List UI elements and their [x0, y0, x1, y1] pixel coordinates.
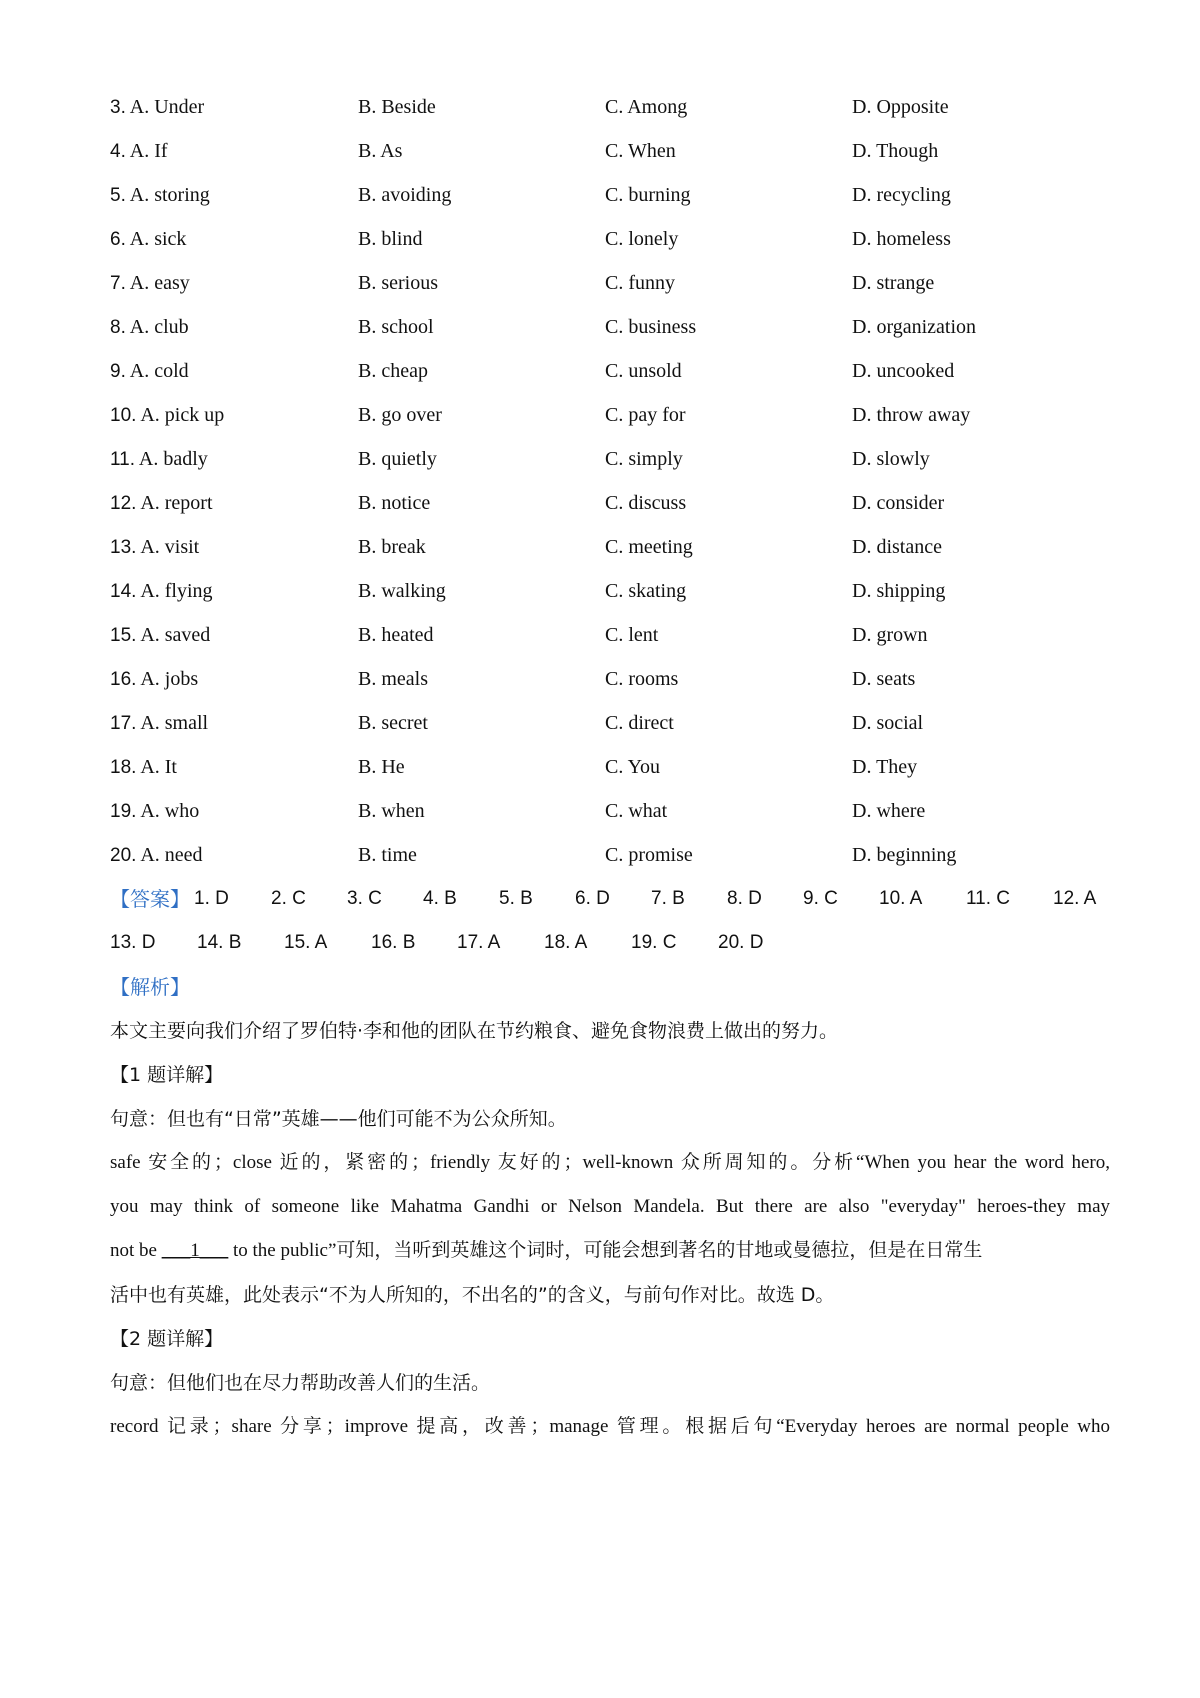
question-number: 16. [110, 669, 137, 690]
option-row [110, 439, 1110, 479]
question-number: 5. [110, 185, 126, 206]
option-row [110, 87, 1110, 127]
q2-meaning: 句意：但他们也在尽力帮助改善人们的生活。 [110, 1372, 491, 1394]
q1-line-2: you may think of someone like Mahatma Gandhi or Nelson Mandela. But there are also "everyday" heroes-they may [110, 1196, 1110, 1217]
option-d: D. organization [852, 316, 977, 338]
option-b: B. avoiding [358, 184, 452, 206]
question-number: 6. [110, 229, 126, 250]
option-a [110, 175, 210, 216]
answer-line-2 [110, 923, 1110, 963]
question-number: 7. [110, 273, 126, 294]
answer-item: 3. C [347, 888, 382, 909]
option-c: C. simply [605, 448, 683, 470]
answer-label: 【答案】 [110, 887, 190, 911]
option-b: B. quietly [358, 448, 437, 470]
option-a [110, 747, 177, 788]
option-a-text: A. cold [129, 360, 189, 382]
option-a-text: A. sick [129, 228, 187, 250]
q1-meaning: 句意：但也有“日常”英雄——他们可能不为公众所知。 [110, 1108, 567, 1130]
option-row [110, 703, 1110, 743]
option-row [110, 263, 1110, 303]
option-a [110, 483, 213, 524]
option-row [110, 615, 1110, 655]
option-a-text: A. pick up [140, 404, 225, 426]
answer-item: 7. B [651, 888, 685, 909]
option-a-text: A. need [140, 844, 203, 866]
option-b: B. notice [358, 492, 431, 514]
question-number: 19. [110, 801, 137, 822]
option-d: D. homeless [852, 228, 951, 250]
q1-line-3-post: to the public”可知，当听到英雄这个词时，可能会想到著名的甘地或曼德拉，但是在日常生 [228, 1240, 983, 1261]
option-b: B. He [358, 756, 405, 778]
analysis-label: 【解析】 [110, 975, 190, 999]
option-b: B. secret [358, 712, 428, 734]
option-c: C. unsold [605, 360, 682, 382]
option-d: D. Opposite [852, 96, 949, 118]
option-d: D. uncooked [852, 360, 955, 382]
option-c: C. Among [605, 96, 688, 118]
option-a [110, 659, 198, 700]
question-number: 15. [110, 625, 137, 646]
option-c: C. When [605, 140, 676, 162]
option-b: B. meals [358, 668, 428, 690]
option-d: D. where [852, 800, 926, 822]
option-d: D. distance [852, 536, 942, 558]
option-row [110, 791, 1110, 831]
question-number: 10. [110, 405, 137, 426]
question-number: 4. [110, 141, 126, 162]
answer-item: 16. B [371, 932, 416, 953]
answer-item: 20. D [718, 932, 764, 953]
option-a [110, 527, 199, 568]
option-d: D. social [852, 712, 924, 734]
option-c: C. rooms [605, 668, 679, 690]
answer-item: 18. A [544, 932, 588, 953]
answer-item: 19. C [631, 932, 677, 953]
option-b: B. As [358, 140, 403, 162]
option-c: C. direct [605, 712, 674, 734]
option-a-text: A. Under [129, 96, 205, 118]
option-d: D. slowly [852, 448, 930, 470]
option-a [110, 439, 208, 480]
option-a [110, 703, 208, 744]
q2-line-1: record 记录；share 分享；improve 提高，改善；manage 管理。根据后句“Everyday heroes are normal people who [110, 1416, 1110, 1437]
option-row [110, 219, 1110, 259]
option-c: C. You [605, 756, 661, 778]
q1-line-3 [110, 1231, 1110, 1271]
option-a [110, 351, 189, 392]
option-a-text: A. saved [140, 624, 211, 646]
option-b: B. blind [358, 228, 423, 250]
answer-item: 10. A [879, 888, 923, 909]
option-a-text: A. small [140, 712, 209, 734]
option-b: B. heated [358, 624, 434, 646]
option-d: D. strange [852, 272, 935, 294]
answer-item: 9. C [803, 888, 838, 909]
option-d: D. throw away [852, 404, 971, 426]
question-number: 14. [110, 581, 137, 602]
blank-1: ___1___ [161, 1240, 229, 1261]
summary-text: 本文主要向我们介绍了罗伯特·李和他的团队在节约粮食、避免食物浪费上做出的努力。 [110, 1020, 839, 1042]
answer-item: 15. A [284, 932, 328, 953]
option-a-text: A. It [140, 756, 177, 778]
option-c: C. business [605, 316, 697, 338]
option-row [110, 527, 1110, 567]
option-b: B. cheap [358, 360, 428, 382]
answer-item: 14. B [197, 932, 242, 953]
option-a-text: A. jobs [140, 668, 199, 690]
q2-heading: 【2 题详解】 [110, 1328, 224, 1350]
option-a [110, 835, 203, 876]
option-a-text: A. club [129, 316, 189, 338]
option-d: D. Though [852, 140, 939, 162]
option-c: C. what [605, 800, 668, 822]
option-a [110, 307, 189, 348]
option-a-text: A. flying [140, 580, 213, 602]
answer-item: 12. A [1053, 888, 1097, 909]
answer-item: 11. C [966, 888, 1011, 909]
answer-item: 6. D [575, 888, 610, 909]
option-a [110, 395, 224, 436]
answer-item: 4. B [423, 888, 457, 909]
q1-line-4: 活中也有英雄，此处表示“不为人所知的，不出名的”的含义，与前句作对比。故选 D。 [110, 1284, 835, 1306]
option-d: D. seats [852, 668, 916, 690]
option-row [110, 131, 1110, 171]
option-row [110, 395, 1110, 435]
answer-item: 1. D [194, 888, 229, 909]
option-a [110, 219, 186, 260]
option-b: B. break [358, 536, 426, 558]
question-number: 20. [110, 845, 137, 866]
answer-item: 5. B [499, 888, 533, 909]
option-c: C. lent [605, 624, 659, 646]
question-number: 11. [110, 449, 136, 470]
option-row [110, 659, 1110, 699]
answer-item: 2. C [271, 888, 306, 909]
question-number: 13. [110, 537, 137, 558]
option-a-text: A. easy [129, 272, 190, 294]
question-number: 12. [110, 493, 137, 514]
option-row [110, 747, 1110, 787]
option-b: B. when [358, 800, 425, 822]
answer-item: 13. D [110, 932, 156, 953]
option-a [110, 791, 199, 832]
option-row [110, 351, 1110, 391]
option-b: B. time [358, 844, 417, 866]
option-b: B. school [358, 316, 434, 338]
option-d: D. shipping [852, 580, 946, 602]
question-number: 8. [110, 317, 126, 338]
option-row [110, 835, 1110, 875]
option-a-text: A. storing [129, 184, 210, 206]
q1-heading: 【1 题详解】 [110, 1064, 224, 1086]
option-a-text: A. report [140, 492, 213, 514]
option-b: B. walking [358, 580, 446, 602]
option-row [110, 571, 1110, 611]
option-b: B. go over [358, 404, 442, 426]
option-a [110, 571, 213, 612]
option-a [110, 87, 204, 128]
option-a-text: A. If [129, 140, 168, 162]
answer-line-1 [110, 879, 1110, 919]
option-c: C. meeting [605, 536, 693, 558]
option-d: D. beginning [852, 844, 957, 866]
option-d: D. grown [852, 624, 928, 646]
option-d: D. They [852, 756, 918, 778]
option-c: C. discuss [605, 492, 687, 514]
option-d: D. consider [852, 492, 945, 514]
option-c: C. promise [605, 844, 693, 866]
option-c: C. skating [605, 580, 687, 602]
q1-line-1: safe 安全的；close 近的，紧密的；friendly 友好的；well-known 众所周知的。分析“When you hear the word hero, [110, 1152, 1110, 1173]
option-b: B. Beside [358, 96, 436, 118]
question-number: 9. [110, 361, 126, 382]
option-c: C. pay for [605, 404, 686, 426]
option-row [110, 175, 1110, 215]
option-d: D. recycling [852, 184, 951, 206]
option-a [110, 615, 210, 656]
option-a [110, 263, 190, 304]
option-a-text: A. who [140, 800, 200, 822]
answer-item: 17. A [457, 932, 501, 953]
option-row [110, 483, 1110, 523]
answer-item: 8. D [727, 888, 762, 909]
option-b: B. serious [358, 272, 438, 294]
option-c: C. funny [605, 272, 675, 294]
question-number: 3. [110, 97, 126, 118]
option-a-text: A. visit [140, 536, 200, 558]
q1-line-3-pre: not be [110, 1240, 162, 1261]
option-a-text: A. badly [138, 448, 208, 470]
question-number: 18. [110, 757, 137, 778]
option-a [110, 131, 168, 172]
option-c: C. lonely [605, 228, 679, 250]
option-c: C. burning [605, 184, 691, 206]
question-number: 17. [110, 713, 137, 734]
option-row [110, 307, 1110, 347]
